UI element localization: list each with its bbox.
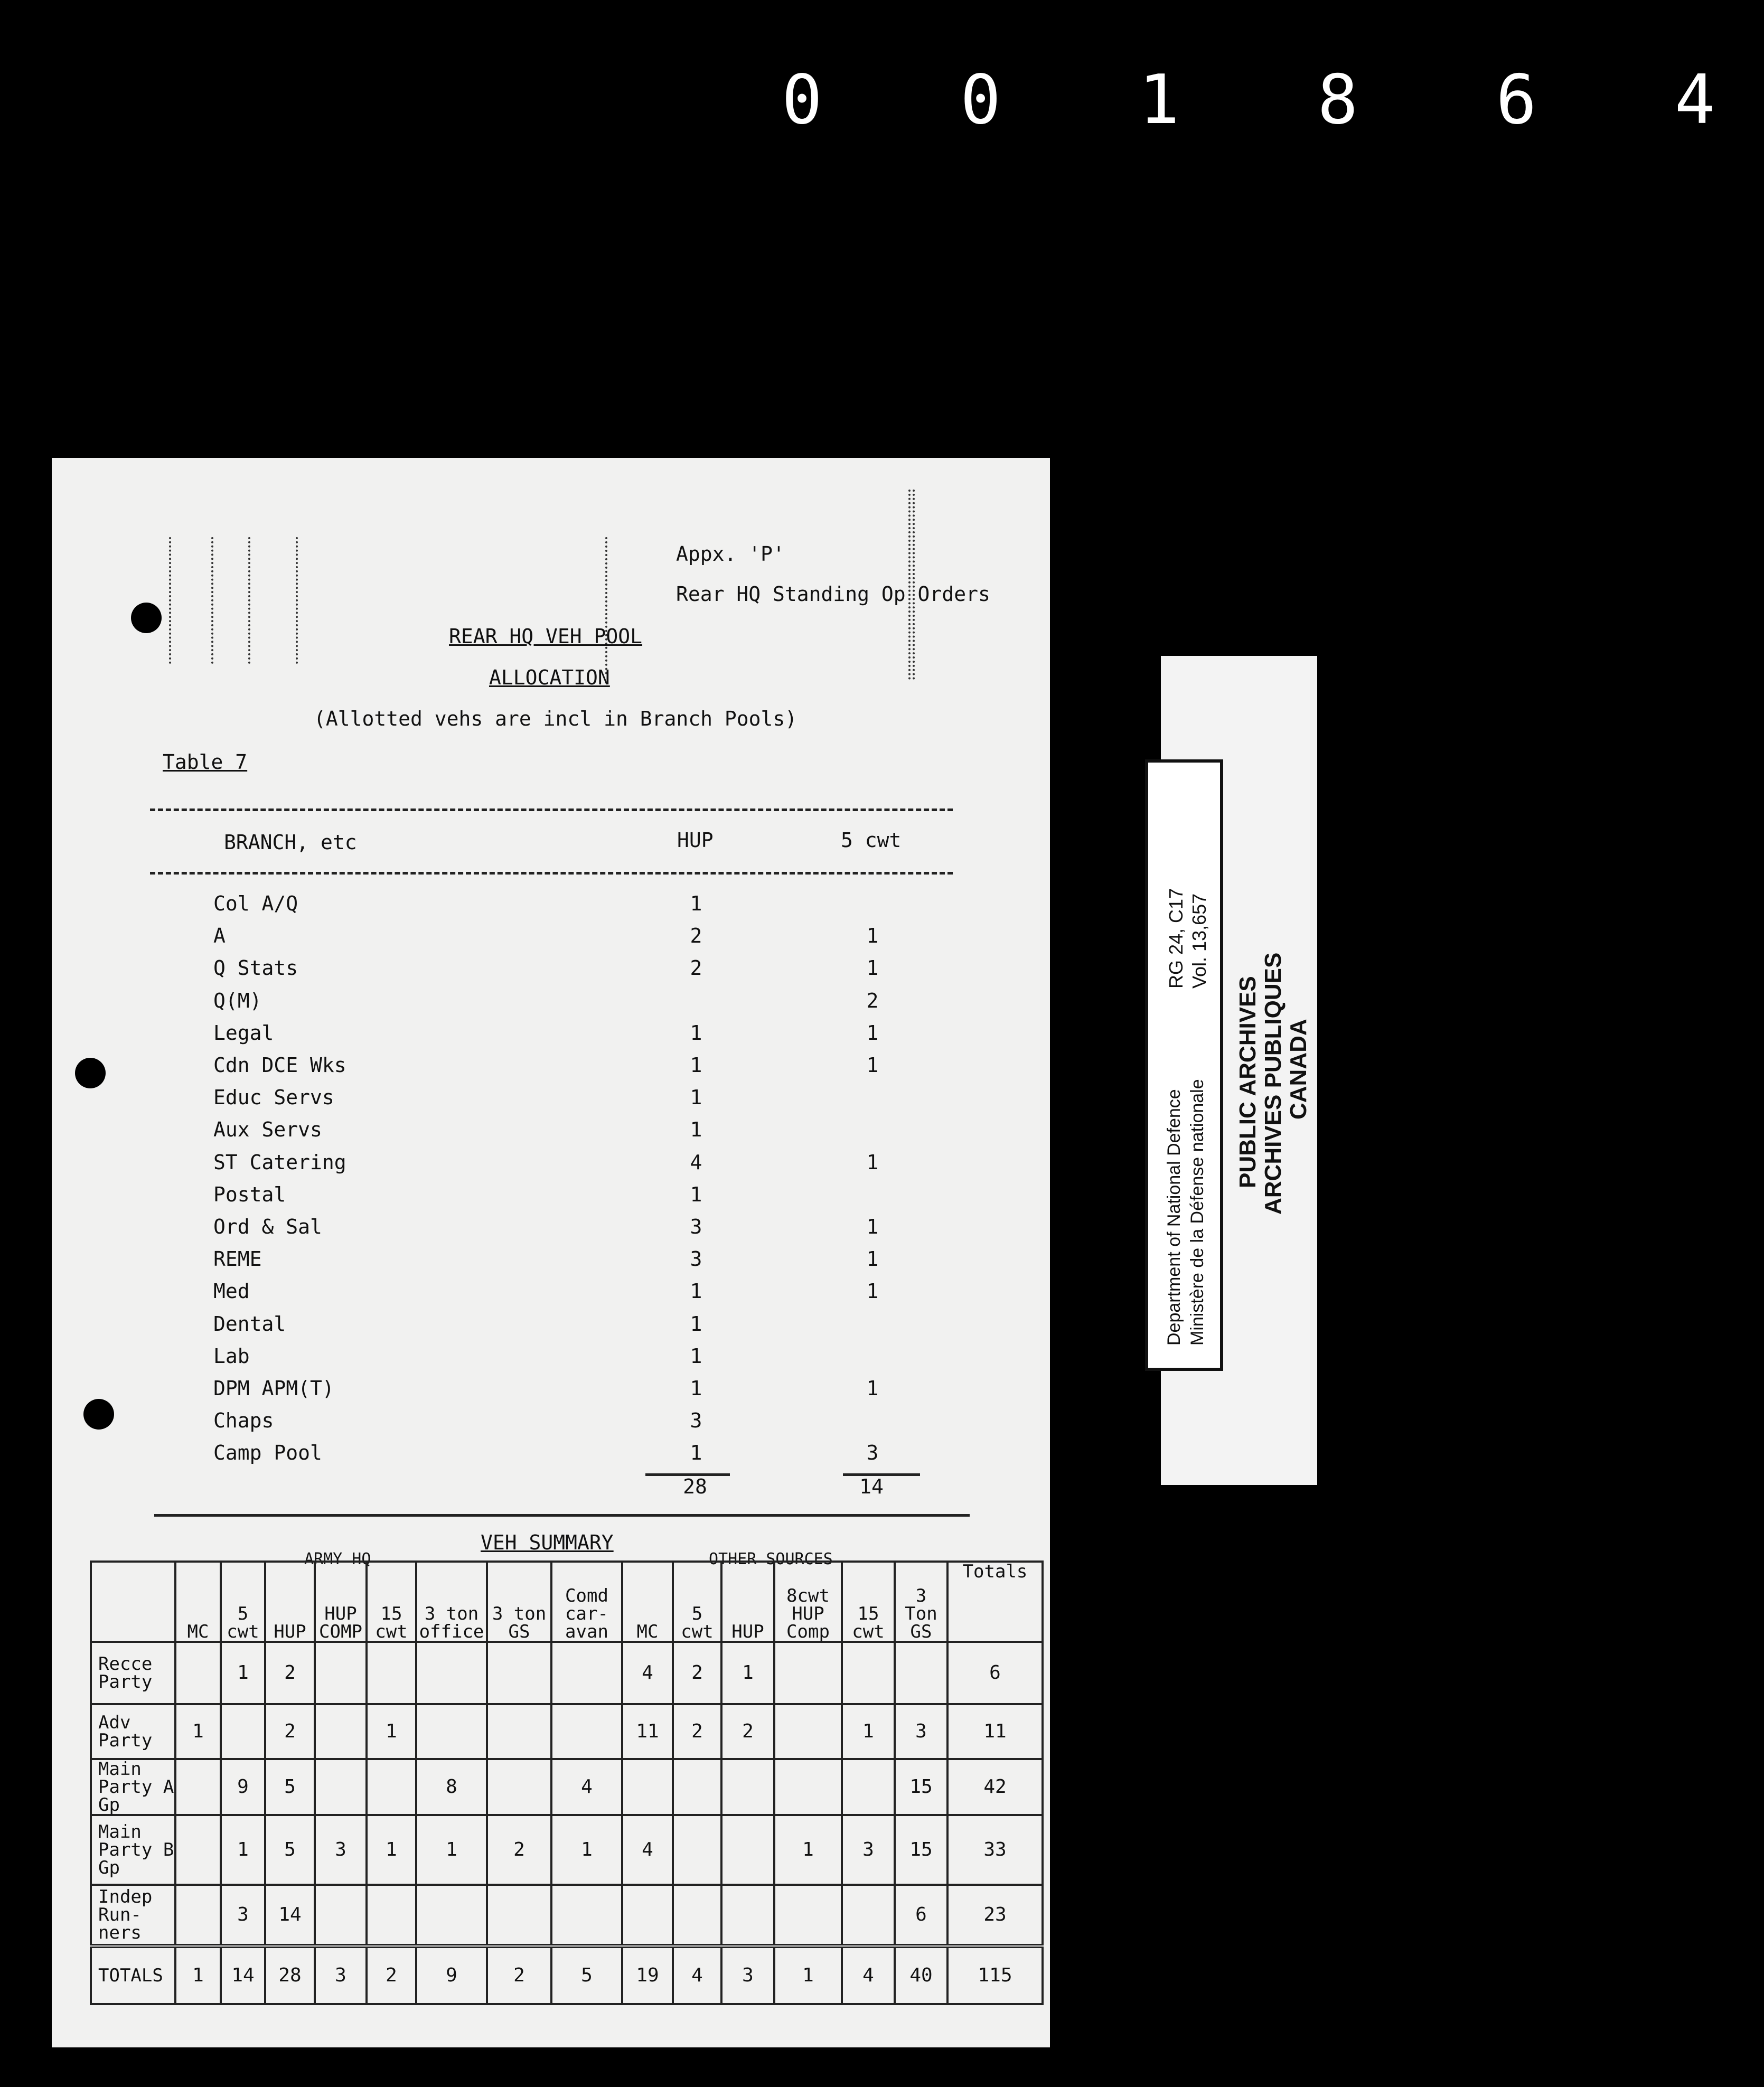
summary-cell [721, 1759, 774, 1815]
hup-count: 2 [690, 956, 702, 980]
hup-count: 3 [690, 1215, 702, 1238]
summary-col-header: 15 cwt [367, 1562, 416, 1642]
orders-title: Rear HQ Standing Op Orders [676, 582, 990, 606]
summary-cell: 3 [315, 1815, 367, 1885]
summary-cell [416, 1642, 487, 1704]
summary-row [91, 1704, 1043, 1759]
summary-cell: 6 [947, 1642, 1043, 1704]
summary-cell: 4 [622, 1642, 673, 1704]
summary-cell: 3 [221, 1885, 265, 1946]
summary-cell: 1 [774, 1815, 842, 1885]
summary-row-label: Recce Party [91, 1642, 175, 1704]
hup-count: 1 [690, 892, 702, 915]
summary-col-header: MC [175, 1562, 221, 1642]
summary-col-header: 5 cwt [221, 1562, 265, 1642]
appendix-label: Appx. 'P' [676, 542, 785, 566]
summary-cell [487, 1759, 551, 1815]
summary-col-header: HUP [721, 1562, 774, 1642]
summary-cell: 1 [367, 1704, 416, 1759]
summary-col-header: HUP [265, 1562, 315, 1642]
summary-cell [721, 1885, 774, 1946]
summary-cell [721, 1815, 774, 1885]
summary-cell: 2 [265, 1642, 315, 1704]
hup-count: 1 [690, 1280, 702, 1303]
summary-cell: 1 [175, 1704, 221, 1759]
summary-cell [842, 1642, 895, 1704]
hup-count: 3 [690, 1247, 702, 1271]
summary-total-cell: 115 [947, 1946, 1043, 2004]
summary-col-header: 5 cwt [673, 1562, 721, 1642]
cwt5-count: 1 [866, 1151, 879, 1174]
summary-cell: 1 [367, 1815, 416, 1885]
summary-total-cell: 9 [416, 1946, 487, 2004]
summary-cell [673, 1815, 721, 1885]
summary-col-header: 8cwt HUP Comp [774, 1562, 842, 1642]
summary-total-cell: 40 [895, 1946, 947, 2004]
summary-cell [367, 1885, 416, 1946]
table-top-rule [150, 809, 953, 811]
summary-col-header: 3 ton office [416, 1562, 487, 1642]
summary-cell [367, 1642, 416, 1704]
summary-row-label: Main Party B Gp [91, 1815, 175, 1885]
summary-cell: 4 [551, 1759, 622, 1815]
summary-total-cell: 5 [551, 1946, 622, 2004]
archive-ref-vol: Vol. 13,657 [1188, 893, 1210, 989]
branch-name: Educ Servs [213, 1086, 334, 1109]
branch-name: DPM APM(T) [213, 1377, 334, 1400]
summary-cell: 1 [416, 1815, 487, 1885]
col-header-branch: BRANCH, etc [224, 831, 357, 854]
branch-name: Cdn DCE Wks [213, 1054, 346, 1077]
summary-row [91, 1642, 1043, 1704]
summary-cell [175, 1759, 221, 1815]
hup-count: 1 [690, 1377, 702, 1400]
archive-dept-en: Department of National Defence [1164, 1089, 1184, 1346]
summary-total-cell: 2 [487, 1946, 551, 2004]
stencil-mark [211, 537, 213, 664]
hup-count: 1 [690, 1441, 702, 1464]
summary-cell [487, 1885, 551, 1946]
branch-name: Dental [213, 1312, 286, 1336]
branch-name: Col A/Q [213, 892, 298, 915]
summary-cell [315, 1642, 367, 1704]
table-bottom-rule [154, 1514, 970, 1517]
summary-totals-row [91, 1946, 1043, 2004]
branch-name: Q Stats [213, 956, 298, 980]
summary-cell [774, 1759, 842, 1815]
summary-total-cell: 19 [622, 1946, 673, 2004]
archive-ref-rg: RG 24, C17 [1165, 888, 1187, 989]
allocation-note: (Allotted vehs are incl in Branch Pools) [314, 707, 797, 730]
header-bottom-rule [150, 872, 953, 875]
summary-cell: 5 [265, 1815, 315, 1885]
cwt5-count: 1 [866, 1247, 879, 1271]
cwt5-count: 1 [866, 1215, 879, 1238]
hup-count: 4 [690, 1151, 702, 1174]
summary-total-cell: 14 [221, 1946, 265, 2004]
archive-canada: CANADA [1286, 1019, 1311, 1120]
summary-cell [175, 1642, 221, 1704]
branch-name: Legal [213, 1021, 274, 1045]
summary-cell [175, 1815, 221, 1885]
summary-cell [842, 1759, 895, 1815]
summary-cell [175, 1885, 221, 1946]
summary-total-cell: 28 [265, 1946, 315, 2004]
branch-name: Q(M) [213, 989, 262, 1012]
branch-name: Postal [213, 1183, 286, 1206]
summary-cell [416, 1885, 487, 1946]
summary-totals-label: TOTALS [91, 1946, 175, 2004]
summary-cell [774, 1704, 842, 1759]
branch-name: Aux Servs [213, 1118, 322, 1141]
page-title: REAR HQ VEH POOL [449, 625, 643, 648]
summary-cell [315, 1759, 367, 1815]
summary-cell: 8 [416, 1759, 487, 1815]
summary-cell [622, 1759, 673, 1815]
summary-col-header: Comd car-avan [551, 1562, 622, 1642]
summary-cell: 1 [721, 1642, 774, 1704]
summary-total-cell: 4 [842, 1946, 895, 2004]
summary-row-label: Main Party A Gp [91, 1759, 175, 1815]
archive-archives-publiques: ARCHIVES PUBLIQUES [1260, 952, 1286, 1215]
summary-cell: 2 [673, 1704, 721, 1759]
summary-col-header: Totals [947, 1562, 1043, 1642]
hup-count: 1 [690, 1118, 702, 1141]
summary-cell: 2 [721, 1704, 774, 1759]
summary-cell: 11 [622, 1704, 673, 1759]
summary-cell: 1 [221, 1642, 265, 1704]
hup-count: 1 [690, 1054, 702, 1077]
summary-col-header: HUP COMP [315, 1562, 367, 1642]
summary-row-label: Indep Run-ners [91, 1885, 175, 1946]
summary-cell [895, 1642, 947, 1704]
summary-cell [221, 1704, 265, 1759]
summary-cell: 5 [265, 1759, 315, 1815]
hup-count: 3 [690, 1409, 702, 1432]
branch-name: ST Catering [213, 1151, 346, 1174]
summary-cell [673, 1885, 721, 1946]
punch-hole [83, 1399, 114, 1430]
summary-cell: 15 [895, 1759, 947, 1815]
summary-cell: 14 [265, 1885, 315, 1946]
summary-total-cell: 3 [721, 1946, 774, 2004]
branch-name: Lab [213, 1345, 250, 1368]
cwt5-count: 1 [866, 1054, 879, 1077]
summary-row [91, 1759, 1043, 1815]
summary-group-army: ARMY HQ [304, 1550, 371, 1568]
stencil-mark [248, 537, 250, 664]
archive-public-archives: PUBLIC ARCHIVES [1235, 976, 1261, 1188]
archive-stamp-number: 0 0 1 8 6 4 [782, 61, 1764, 139]
summary-cell [551, 1642, 622, 1704]
summary-col-header: MC [622, 1562, 673, 1642]
summary-cell: 6 [895, 1885, 947, 1946]
summary-cell: 3 [895, 1704, 947, 1759]
branch-name: Med [213, 1280, 250, 1303]
punch-hole [75, 1058, 106, 1088]
summary-cell [774, 1642, 842, 1704]
branch-name: Chaps [213, 1409, 274, 1432]
summary-cell [774, 1885, 842, 1946]
stencil-mark [169, 537, 171, 664]
archive-dept-fr: Ministère de la Défense nationale [1187, 1079, 1207, 1346]
summary-cell [315, 1885, 367, 1946]
summary-row-label: Adv Party [91, 1704, 175, 1759]
cwt5-count: 1 [866, 1377, 879, 1400]
summary-col-header: 3 ton GS [487, 1562, 551, 1642]
cwt5-count: 2 [866, 989, 879, 1012]
punch-hole [131, 603, 162, 633]
summary-row-header [91, 1562, 175, 1642]
total-5cwt: 14 [859, 1475, 884, 1498]
summary-cell: 11 [947, 1704, 1043, 1759]
branch-name: Ord & Sal [213, 1215, 322, 1238]
summary-total-cell: 1 [774, 1946, 842, 2004]
summary-cell [487, 1704, 551, 1759]
col-header-hup: HUP [677, 829, 714, 852]
summary-cell: 4 [622, 1815, 673, 1885]
summary-cell: 1 [221, 1815, 265, 1885]
branch-name: A [213, 924, 226, 947]
summary-cell [551, 1704, 622, 1759]
hup-count: 1 [690, 1312, 702, 1336]
branch-name: REME [213, 1247, 262, 1271]
summary-cell: 1 [842, 1704, 895, 1759]
table-label: Table 7 [163, 750, 248, 774]
summary-total-cell: 1 [175, 1946, 221, 2004]
summary-cell [367, 1759, 416, 1815]
cwt5-count: 3 [866, 1441, 879, 1464]
summary-cell: 3 [842, 1815, 895, 1885]
cwt5-count: 1 [866, 1021, 879, 1045]
summary-cell: 2 [265, 1704, 315, 1759]
summary-row [91, 1815, 1043, 1885]
page-subtitle: ALLOCATION [489, 666, 610, 689]
summary-total-cell: 3 [315, 1946, 367, 2004]
summary-row [91, 1885, 1043, 1946]
summary-cell [673, 1759, 721, 1815]
summary-cell: 33 [947, 1815, 1043, 1885]
hup-count: 1 [690, 1086, 702, 1109]
summary-group-other: OTHER SOURCES [709, 1550, 833, 1568]
summary-cell: 15 [895, 1815, 947, 1885]
cwt5-count: 1 [866, 924, 879, 947]
summary-cell [622, 1885, 673, 1946]
hup-count: 1 [690, 1183, 702, 1206]
summary-col-header: 15 cwt [842, 1562, 895, 1642]
summary-cell: 2 [673, 1642, 721, 1704]
summary-cell: 42 [947, 1759, 1043, 1815]
summary-cell: 23 [947, 1885, 1043, 1946]
summary-cell [416, 1704, 487, 1759]
summary-cell [842, 1885, 895, 1946]
hup-count: 2 [690, 924, 702, 947]
summary-cell: 9 [221, 1759, 265, 1815]
summary-cell [551, 1885, 622, 1946]
cwt5-count: 1 [866, 1280, 879, 1303]
summary-total-cell: 4 [673, 1946, 721, 2004]
summary-cell: 2 [487, 1815, 551, 1885]
summary-cell: 1 [551, 1815, 622, 1885]
hup-count: 1 [690, 1021, 702, 1045]
summary-total-cell: 2 [367, 1946, 416, 2004]
summary-cell [487, 1642, 551, 1704]
cwt5-count: 1 [866, 956, 879, 980]
summary-col-header: 3 Ton GS [895, 1562, 947, 1642]
hup-count: 1 [690, 1345, 702, 1368]
summary-cell [315, 1704, 367, 1759]
summary-title: VEH SUMMARY [481, 1531, 614, 1554]
total-hup: 28 [683, 1475, 707, 1498]
stencil-mark [296, 537, 298, 664]
branch-name: Camp Pool [213, 1441, 322, 1464]
stencil-mark [605, 537, 607, 674]
col-header-5cwt: 5 cwt [841, 829, 902, 852]
vehicle-summary-table [90, 1560, 1044, 2005]
